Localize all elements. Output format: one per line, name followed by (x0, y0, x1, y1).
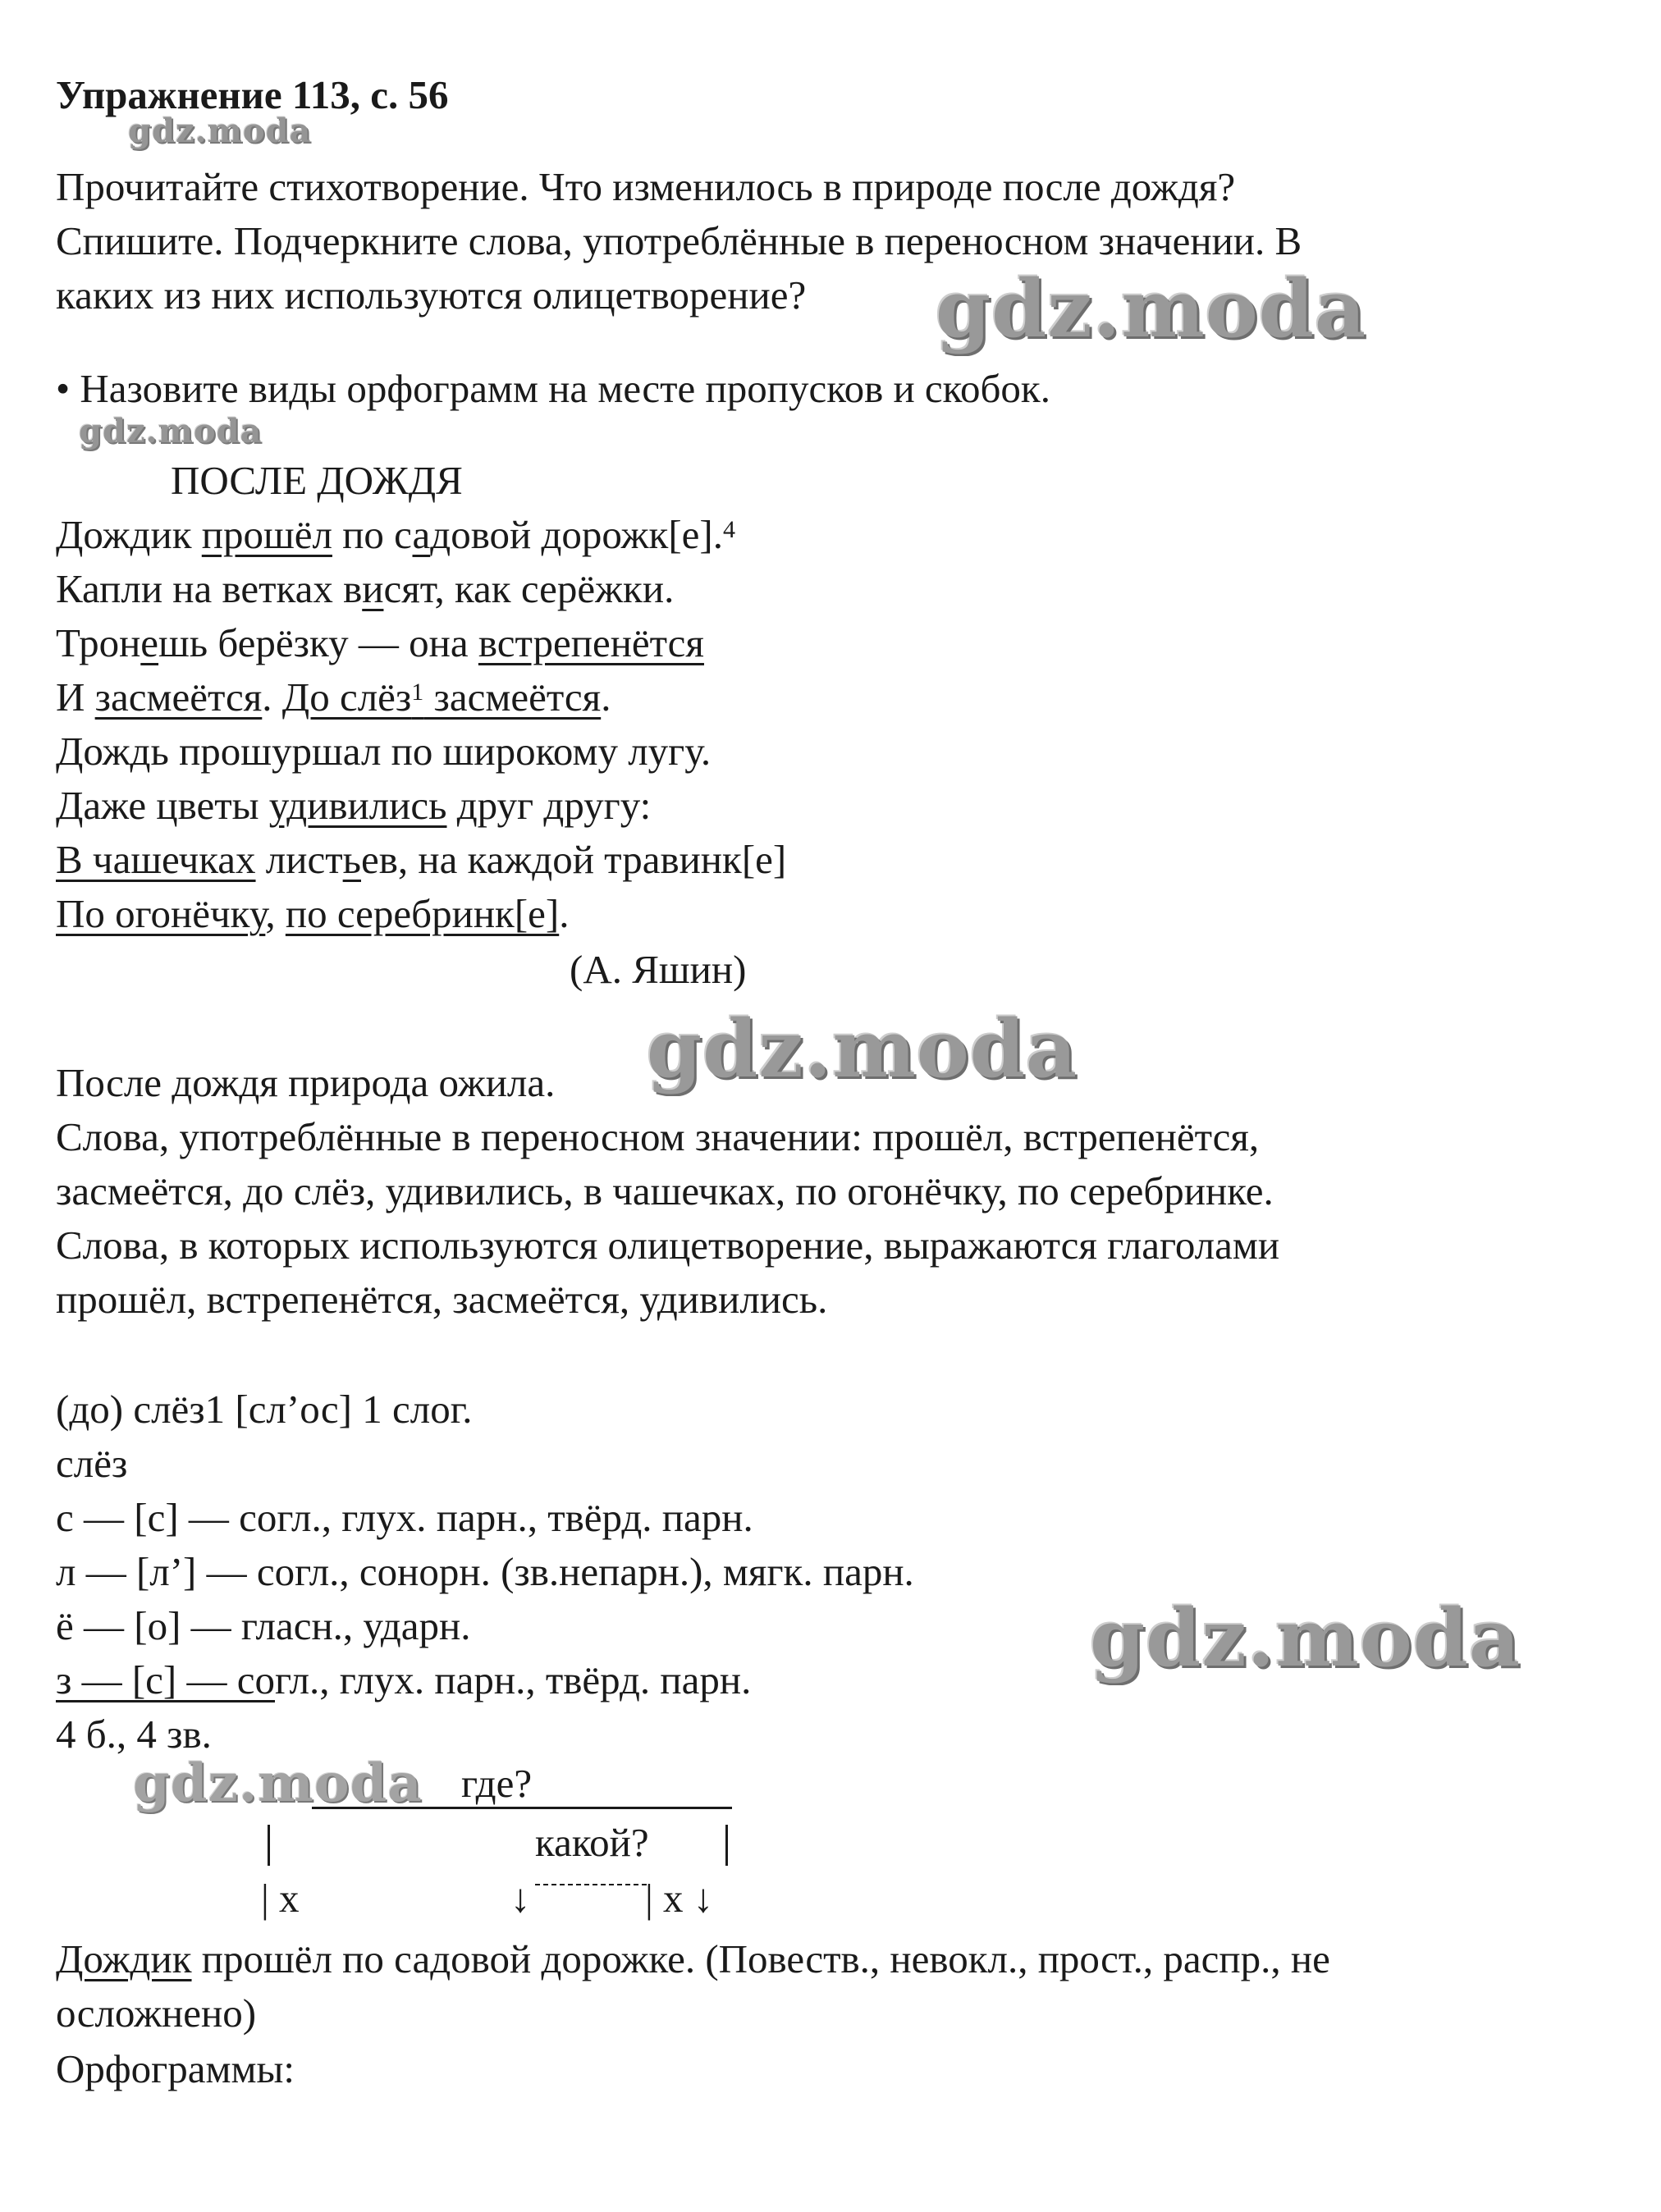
phonetic-line-7: 4 б., 4 зв. (56, 1712, 212, 1757)
diagram-x-right: | х ↓ (645, 1876, 714, 1921)
poem-line-8: По огонёчку, по серебринк[е]. (56, 891, 570, 936)
poem-line-5: Дождь прошуршал по широкому лугу. (56, 729, 712, 774)
phonetic-line-4: л — [л’] — согл., сонорн. (зв.непарн.), мягк. парн. (56, 1549, 914, 1594)
answer-line-5: прошёл, встрепенётся, засмеётся, удивились. (56, 1277, 828, 1322)
phonetic-line-3: с — [с] — согл., глух. парн., твёрд. парн. (56, 1495, 753, 1540)
poem-line-4: И засмеётся. До слёз$^1$ засмеётся. (56, 674, 611, 720)
task-line-3: каких из них используются олицетворение? (56, 272, 807, 318)
page-title: Упражнение 113, с. 56 (56, 72, 449, 117)
diagram-dashed-line (535, 1884, 647, 1885)
orthograms-label: Орфограммы: (56, 2046, 295, 2091)
question-where: где? (461, 1761, 533, 1806)
question-which: какой? (535, 1820, 649, 1865)
poem-line-2: Капли на ветках висят, как серёжки. (56, 566, 675, 611)
poem-line-7: В чашечках листьев, на каждой травинк[е] (56, 837, 787, 882)
phonetic-line-6: з — [с] — согл., глух. парн., твёрд. парн. (56, 1657, 752, 1702)
diagram-bar-left (268, 1825, 270, 1866)
poem-line-6: Даже цветы удивились друг другу: (56, 783, 652, 828)
phonetic-line-2: слёз (56, 1441, 128, 1486)
task-bullet: • Назовите виды орфограмм на месте пропусков и скобок. (56, 366, 1050, 411)
task-line-2: Спишите. Подчеркните слова, употреблённые в переносном значении. В (56, 218, 1302, 263)
sentence-line-1: Дождик прошёл по садовой дорожке. (Повеств., невокл., прост., распр., не (56, 1936, 1330, 1981)
answer-line-1: После дождя природа ожила. (56, 1060, 556, 1105)
answer-line-2: Слова, употреблённые в переносном значении: прошёл, встрепенётся, (56, 1114, 1260, 1159)
poem-title: ПОСЛЕ ДОЖДЯ (171, 458, 463, 503)
poem-line-1: Дождик прошёл по садовой дорожк[е].$^4$ (56, 512, 735, 557)
answer-line-3: засмеётся, до слёз, удивились, в чашечках, по огонёчку, по серебринке. (56, 1168, 1274, 1213)
answer-line-4: Слова, в которых используются олицетворение, выражаются глаголами (56, 1223, 1280, 1268)
sentence-line-2: осложнено) (56, 1990, 257, 2036)
watermark: gdz.moda (936, 263, 1367, 355)
poem-author: (А. Яшин) (570, 947, 747, 992)
watermark: gdz.moda (128, 112, 312, 150)
watermark: gdz.moda (79, 412, 263, 450)
phonetic-line-5: ё — [о] — гласн., ударн. (56, 1603, 471, 1648)
diagram-x-left: | х (261, 1876, 300, 1921)
phonetic-line-1: (до) слёз1 [сл’ос] 1 слог. (56, 1387, 473, 1432)
watermark: gdz.moda (1090, 1592, 1521, 1684)
watermark: gdz.moda (133, 1753, 423, 1814)
diagram-bar-right (725, 1825, 728, 1866)
arrow-down-icon: ↓ (510, 1876, 531, 1921)
task-line-1: Прочитайте стихотворение. Что изменилось в природе после дождя? (56, 164, 1236, 209)
poem-line-3: Тронешь берёзку — она встрепенётся (56, 620, 704, 665)
watermark: gdz.moda (647, 1003, 1078, 1095)
